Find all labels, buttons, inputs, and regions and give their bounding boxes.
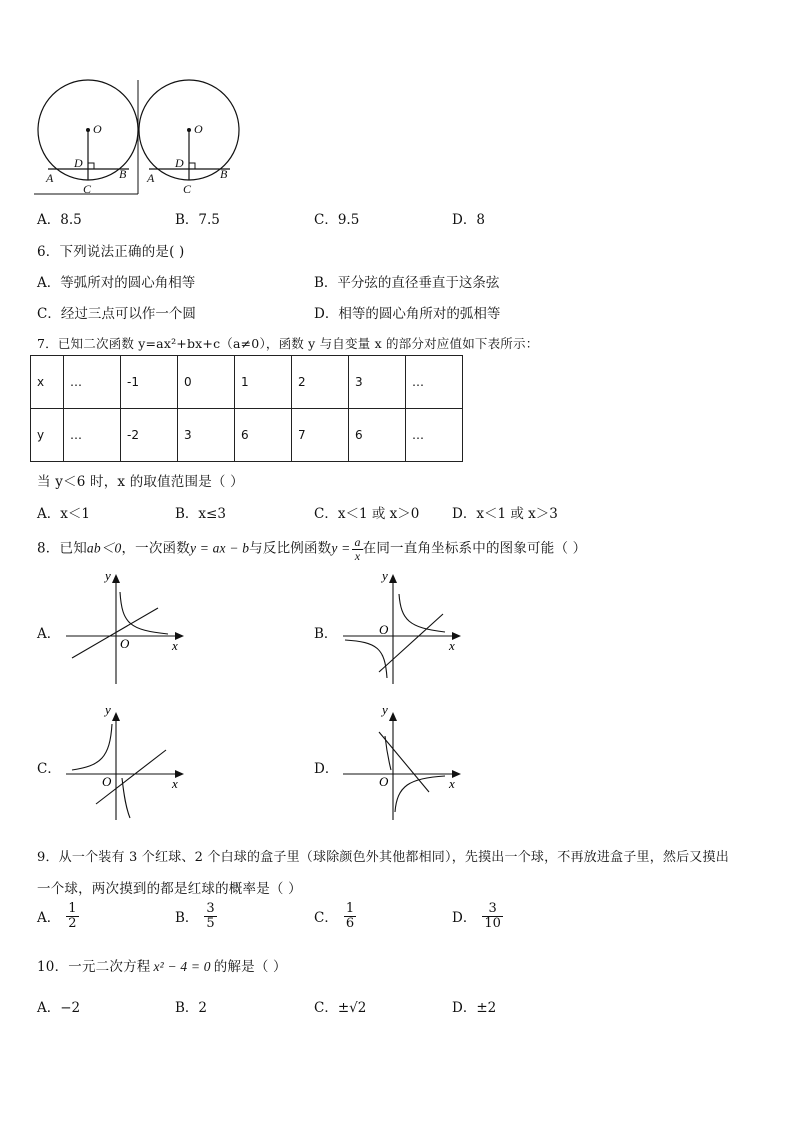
label-D-right: D [175,156,184,170]
origin-label: O [120,636,130,651]
stem-text: 8．已知 [37,540,87,557]
q7-option-a [37,502,90,522]
option-text: ±2 [476,1000,497,1016]
q9-option-c [314,902,356,930]
axis-label-y: y [382,702,388,717]
table-cell: 0 [178,356,235,409]
table-cell: -2 [121,409,178,462]
q9-stem-line1: 9．从一个装有 3 个红球、2 个白球的盒子里（球除颜色外其他都相同），先摸出一个球，不再放进盒子里，然后又摸出 [37,850,729,865]
axis-label-y: y [105,702,111,717]
option-letter: A． [37,1000,61,1016]
label-O-left: O [93,122,102,136]
axis-label-y: y [382,568,388,583]
table-cell: … [406,356,463,409]
table-cell: -1 [121,356,178,409]
q8-graph-c [60,700,200,824]
option-text: 经过三点可以作一个圆 [60,306,196,322]
q10-option-d [452,996,496,1016]
math-condition: ab＜0 [86,540,122,556]
q8-option-d-label: D． [314,761,339,777]
q5-option-a [37,208,82,228]
fraction [66,902,78,930]
fraction-numerator: 1 [68,901,77,916]
fraction-numerator: 1 [345,901,355,916]
label-C-left: C [83,182,92,196]
axis-label-y: y [105,568,111,583]
option-text: −2 [60,1000,81,1016]
axis-label-x: x [449,776,455,791]
option-letter: D． [452,1000,477,1016]
option-letter: C． [314,212,338,228]
fraction [344,902,356,930]
q8-option-a-label: A． [37,626,61,642]
option-text: x≤3 [198,506,226,522]
q5-option-c [314,208,359,228]
q7-question: 当 y＜6 时，x 的取值范围是（ ） [37,474,244,490]
option-letter: A． [37,212,61,228]
q10-option-a [37,996,80,1016]
option-text: 7.5 [198,212,220,228]
table-row-x [31,356,463,409]
q10-stem [37,955,287,975]
label-C-right: C [183,182,192,196]
q5-option-d [452,208,485,228]
option-letter: A． [37,275,61,291]
q8-option-b-label: B． [314,626,338,642]
table-cell: 6 [235,409,292,462]
fraction-numerator: 3 [482,902,503,917]
option-text: 8 [476,212,485,228]
stem-text: 在同一直角坐标系中的图象可能（ ） [362,540,587,557]
fraction-numerator: 3 [206,901,215,916]
option-text: ±√2 [337,1000,367,1016]
option-letter: D． [452,506,477,522]
fraction-denominator: 2 [68,915,77,931]
fraction [204,902,216,930]
q10-option-b [175,996,207,1016]
option-letter: B． [175,1000,199,1016]
axis-label-x: x [172,776,178,791]
table-cell: … [64,356,121,409]
label-B-left: B [119,167,127,181]
q8-stem [37,536,586,562]
axis-label-x: x [172,638,178,653]
table-cell: 1 [235,356,292,409]
q10-option-c [314,996,366,1016]
q7-option-d [452,502,558,522]
option-letter: C． [314,1000,338,1016]
table-cell: 7 [292,409,349,462]
q8-graph-a [60,566,200,690]
q9-stem-line2: 一个球，两次摸到的都是红球的概率是（ ） [37,881,302,897]
math-reciprocal-lhs: y = [331,540,351,556]
q6-option-d [314,302,500,322]
fraction [482,902,503,930]
table-cell: … [406,409,463,462]
option-text: 相等的圆心角所对的弧相等 [338,306,501,322]
q8-option-c-label: C． [37,761,61,777]
table-cell: 2 [292,356,349,409]
option-letter: C． [314,506,338,522]
label-A-right: A [147,171,155,185]
q6-option-c [37,302,196,322]
origin-label: O [379,622,389,637]
math-equation: x² − 4 = 0 [153,959,211,974]
table-row-y [31,409,463,462]
q6-option-a [37,271,195,291]
math-linear-function: y = ax − b [189,540,250,556]
option-letter: A． [37,506,61,522]
fraction-denominator: x [354,548,361,563]
option-text: x＜1 或 x＞3 [476,506,558,522]
math-fraction [352,536,362,562]
label-A-left: A [46,171,54,185]
q6-stem: 6．下列说法正确的是( ) [37,244,185,260]
option-letter: D． [314,306,339,322]
q7-option-c [314,502,419,522]
label-O-right: O [194,122,203,136]
table-cell: 6 [349,409,406,462]
fraction-denominator: 10 [484,915,501,931]
option-text: 2 [198,1000,208,1016]
option-letter: B． [175,212,199,228]
q5-option-b [175,208,220,228]
table-cell: 3 [178,409,235,462]
q9-option-d [452,902,503,930]
stem-text: 10．一元二次方程 [37,959,151,975]
table-cell: x [31,356,64,409]
option-text: x＜1 或 x＞0 [337,506,420,522]
stem-text: ，一次函数 [121,540,190,557]
option-letter: C． [37,306,61,322]
option-letter: C． [314,910,338,927]
table-cell: … [64,409,121,462]
option-letter: D． [452,910,477,927]
origin-label: O [379,774,389,789]
option-text: 平分弦的直径垂直于这条弦 [337,275,500,291]
q8-graph-b [337,566,477,690]
table-cell: 3 [349,356,406,409]
option-text: 8.5 [60,212,82,228]
q8-graph-d [337,700,477,824]
origin-label: O [102,774,112,789]
option-letter: A． [37,910,61,927]
stem-text: 的解是（ ） [213,959,287,975]
q9-option-b [175,902,217,930]
table-cell: y [31,409,64,462]
fraction-numerator: a [354,535,361,549]
option-text: x＜1 [60,506,90,522]
q7-value-table [30,355,463,462]
fraction-denominator: 5 [206,915,215,931]
option-text: 9.5 [337,212,360,228]
option-text: 等弧所对的圆心角相等 [60,275,196,291]
stem-text: 与反比例函数 [249,540,332,557]
q5-circle-figure [30,78,245,198]
label-B-right: B [220,167,228,181]
option-letter: B． [175,506,199,522]
q9-option-a [37,902,79,930]
label-D-left: D [74,156,83,170]
axis-label-x: x [449,638,455,653]
option-letter: B． [314,275,338,291]
q7-stem: 7．已知二次函数 y=ax²+bx+c（a≠0），函数 y 与自变量 x 的部分对应值如下表所示： [37,336,539,351]
q7-option-b [175,502,226,522]
q6-option-b [314,271,499,291]
fraction-denominator: 6 [345,915,355,931]
option-letter: D． [452,212,477,228]
option-letter: B． [175,910,199,927]
